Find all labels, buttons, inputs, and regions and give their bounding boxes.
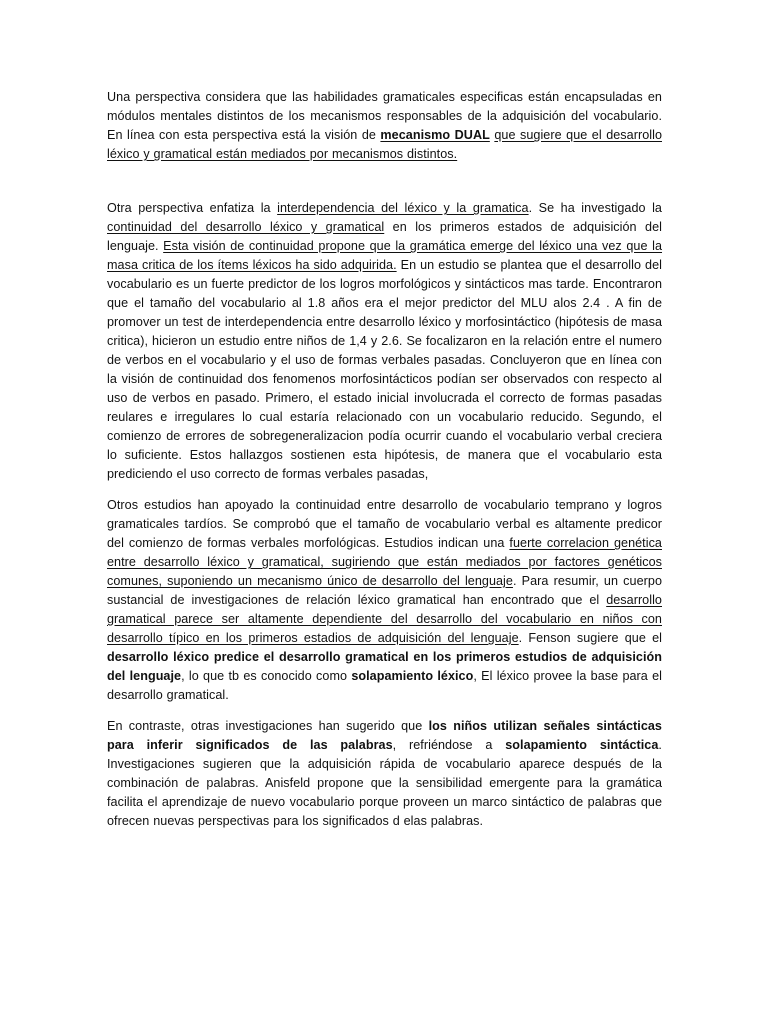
paragraph-1 — [107, 88, 662, 164]
text-run: , refriéndose a — [392, 738, 506, 752]
emphasis-text: solapamiento sintáctica — [505, 738, 659, 752]
text-run: En contraste, otras investigaciones han sugerido que — [107, 719, 429, 733]
text-run: Otra perspectiva enfatiza la — [107, 201, 278, 215]
document-page — [107, 88, 662, 831]
paragraph-2 — [107, 199, 662, 484]
emphasis-text: solapamiento léxico — [351, 669, 474, 683]
text-run: En un estudio se plantea que el desarrollo del vocabulario es un fuerte predictor de los logros morfológicos y sintácticos mas tarde. Encontraron que el tamaño del vocabulario al 1.8 años era el mejor predictor del MLU alos 2.4 . A fin de promover un test de interdependencia entre desarrollo léxico y morfosintáctico (hipótesis de masa critica), hicieron un estudio entre niños de 1,4 y 2.6. Se focalizaron en la relación entre el numero de verbos en el vocabulario y el uso de formas verbales pasadas. Concluyeron que en línea con la visión de continuidad dos fenomenos morfosintácticos podían ser observados con respecto al uso de verbos en pasado. Primero, el estado inicial involucrada el correcto de formas pasadas reulares e irregulares lo cual estaría relacionado con un vocabulario reducido. Segundo, el comienzo de errores de sobregeneralizacion podía ocurrir cuando el vocabulario verbal creciera lo suficiente. Estos hallazgos sostienen esta hipótesis, de manera que el vocabulario esta prediciendo el uso correcto de formas verbales pasadas, — [107, 258, 662, 481]
underlined-text: que sugiere que el desarrollo léxico y gramatical están mediados por mecanismos distintos. — [107, 128, 662, 161]
text-run: Otros estudios han apoyado la continuidad entre desarrollo de vocabulario temprano y logros gramaticales tardíos. Se comprobó que el tamaño de vocabulario verbal es altamente predicor del comienzo de formas verbales morfológicas. Estudios indican una — [107, 498, 662, 550]
text-run: . Para resumir, un cuerpo sustancial de investigaciones de relación léxico gramatical han encontrado que el — [107, 574, 662, 607]
underlined-text: fuerte correlacion genética entre desarrollo léxico y gramatical, sugiriendo que están mediados por factores genéticos comunes, suponiendo un mecanismo único de desarrollo del lenguaje — [107, 536, 662, 588]
text-run: . Investigaciones sugieren que la adquisición rápida de vocabulario aparece después de la combinación de palabras. Anisfeld propone que la sensibilidad emergente para la gramática facilita el aprendizaje de nuevo vocabulario porque proveen un marco sintáctico de palabras que ofrecen nuevas perspectivas para los significados d elas palabras. — [107, 738, 662, 828]
paragraph-3 — [107, 496, 662, 705]
emphasis-text: mecanismo DUAL — [380, 128, 490, 142]
underlined-text: desarrollo gramatical parece ser altamente dependiente del desarrollo del vocabulario en niños con desarrollo típico en los primeros estadios de adquisición del lenguaje — [107, 593, 662, 645]
text-run: . Fenson sugiere que el — [518, 631, 662, 645]
underlined-text: Esta visión de continuidad propone que la gramática emerge del léxico una vez que la masa critica de los ítems léxicos ha sido adquirida. — [107, 239, 663, 272]
text-run: , El léxico provee la base para el desarrollo gramatical. — [107, 669, 663, 702]
underlined-text: interdependencia del léxico y la gramatica — [277, 201, 529, 215]
text-run: en los primeros estados de adquisición del lenguaje. — [107, 220, 662, 253]
text-run: Una perspectiva considera que las habilidades gramaticales especificas están encapsuladas en módulos mentales distintos de los mecanismos responsables de la adquisición del vocabulario. En línea con esta perspectiva está la visión de — [107, 90, 662, 142]
text-run: , lo que tb es conocido como — [181, 669, 352, 683]
underlined-text: continuidad del desarrollo léxico y gramatical — [107, 220, 385, 234]
text-run: . Se ha investigado la — [528, 201, 662, 215]
emphasis-text: los niños utilizan señales sintácticas para inferir significados de las palabras — [107, 719, 662, 752]
paragraph-4 — [107, 717, 662, 831]
emphasis-text: desarrollo léxico predice el desarrollo gramatical en los primeros estudios de adquisición del lenguaje — [107, 650, 662, 683]
